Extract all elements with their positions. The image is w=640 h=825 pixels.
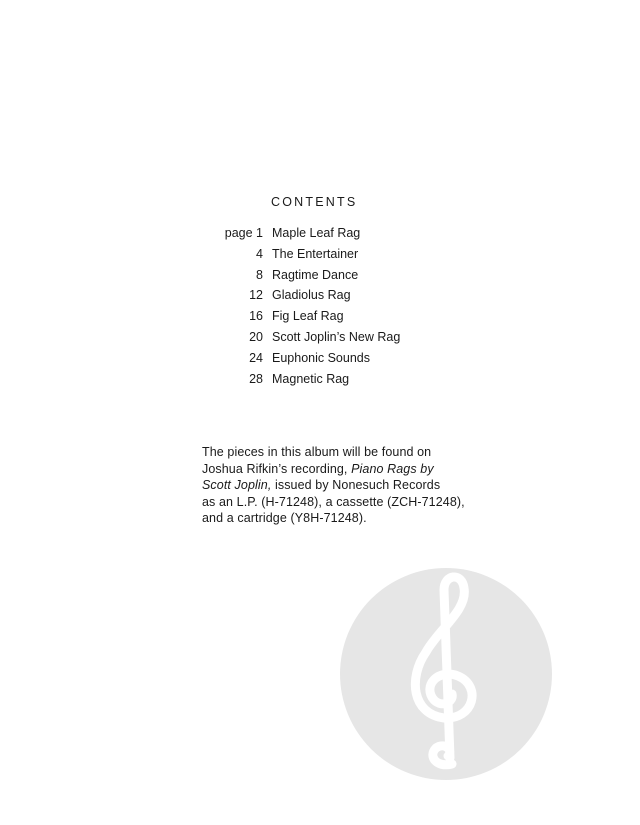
- recording-note: [202, 444, 522, 527]
- toc-row: [200, 285, 500, 306]
- toc-title: Magnetic Rag: [272, 371, 350, 386]
- note-text: as an L.P. (H-71248), a cassette (ZCH-71248),: [202, 494, 465, 509]
- toc-page-number: 28: [249, 371, 263, 386]
- toc-title: Ragtime Dance: [272, 267, 359, 282]
- toc-page-number: page 1: [224, 226, 263, 240]
- table-of-contents: [200, 223, 500, 389]
- note-text: Joshua Rifkin’s recording,: [202, 461, 352, 476]
- note-line: [202, 444, 522, 461]
- toc-row: [200, 327, 500, 348]
- note-line: [202, 477, 522, 494]
- album-title-italic: Scott Joplin,: [202, 478, 272, 493]
- toc-row: [200, 265, 500, 286]
- toc-row: [200, 223, 500, 244]
- toc-row: [200, 369, 500, 390]
- toc-title: Fig Leaf Rag: [272, 309, 344, 324]
- toc-title: Maple Leaf Rag: [272, 226, 361, 240]
- toc-page-number: 24: [249, 350, 263, 365]
- toc-title: The Entertainer: [272, 246, 359, 261]
- contents-heading: CONTENTS: [271, 195, 358, 209]
- toc-row: [200, 244, 500, 265]
- toc-page-number: 20: [249, 329, 263, 344]
- toc-page-number: 16: [249, 309, 263, 324]
- toc-page-number: 12: [249, 288, 263, 303]
- toc-row: [200, 348, 500, 369]
- toc-title: Euphonic Sounds: [272, 350, 370, 365]
- album-title-italic: Piano Rags by: [351, 461, 434, 476]
- toc-title: Gladiolus Rag: [272, 288, 351, 303]
- toc-title: Scott Joplin’s New Rag: [272, 329, 401, 344]
- toc-page-number: 8: [256, 267, 263, 282]
- note-line: [202, 510, 522, 527]
- toc-row: [200, 306, 500, 327]
- note-text: The pieces in this album will be found on: [202, 445, 432, 459]
- note-line: [202, 461, 522, 478]
- toc-page-number: 4: [256, 246, 263, 261]
- note-text: issued by Nonesuch Records: [271, 478, 441, 493]
- treble-clef-watermark-icon: [340, 568, 552, 780]
- note-text: and a cartridge (Y8H-71248).: [202, 511, 367, 526]
- note-line: [202, 494, 522, 511]
